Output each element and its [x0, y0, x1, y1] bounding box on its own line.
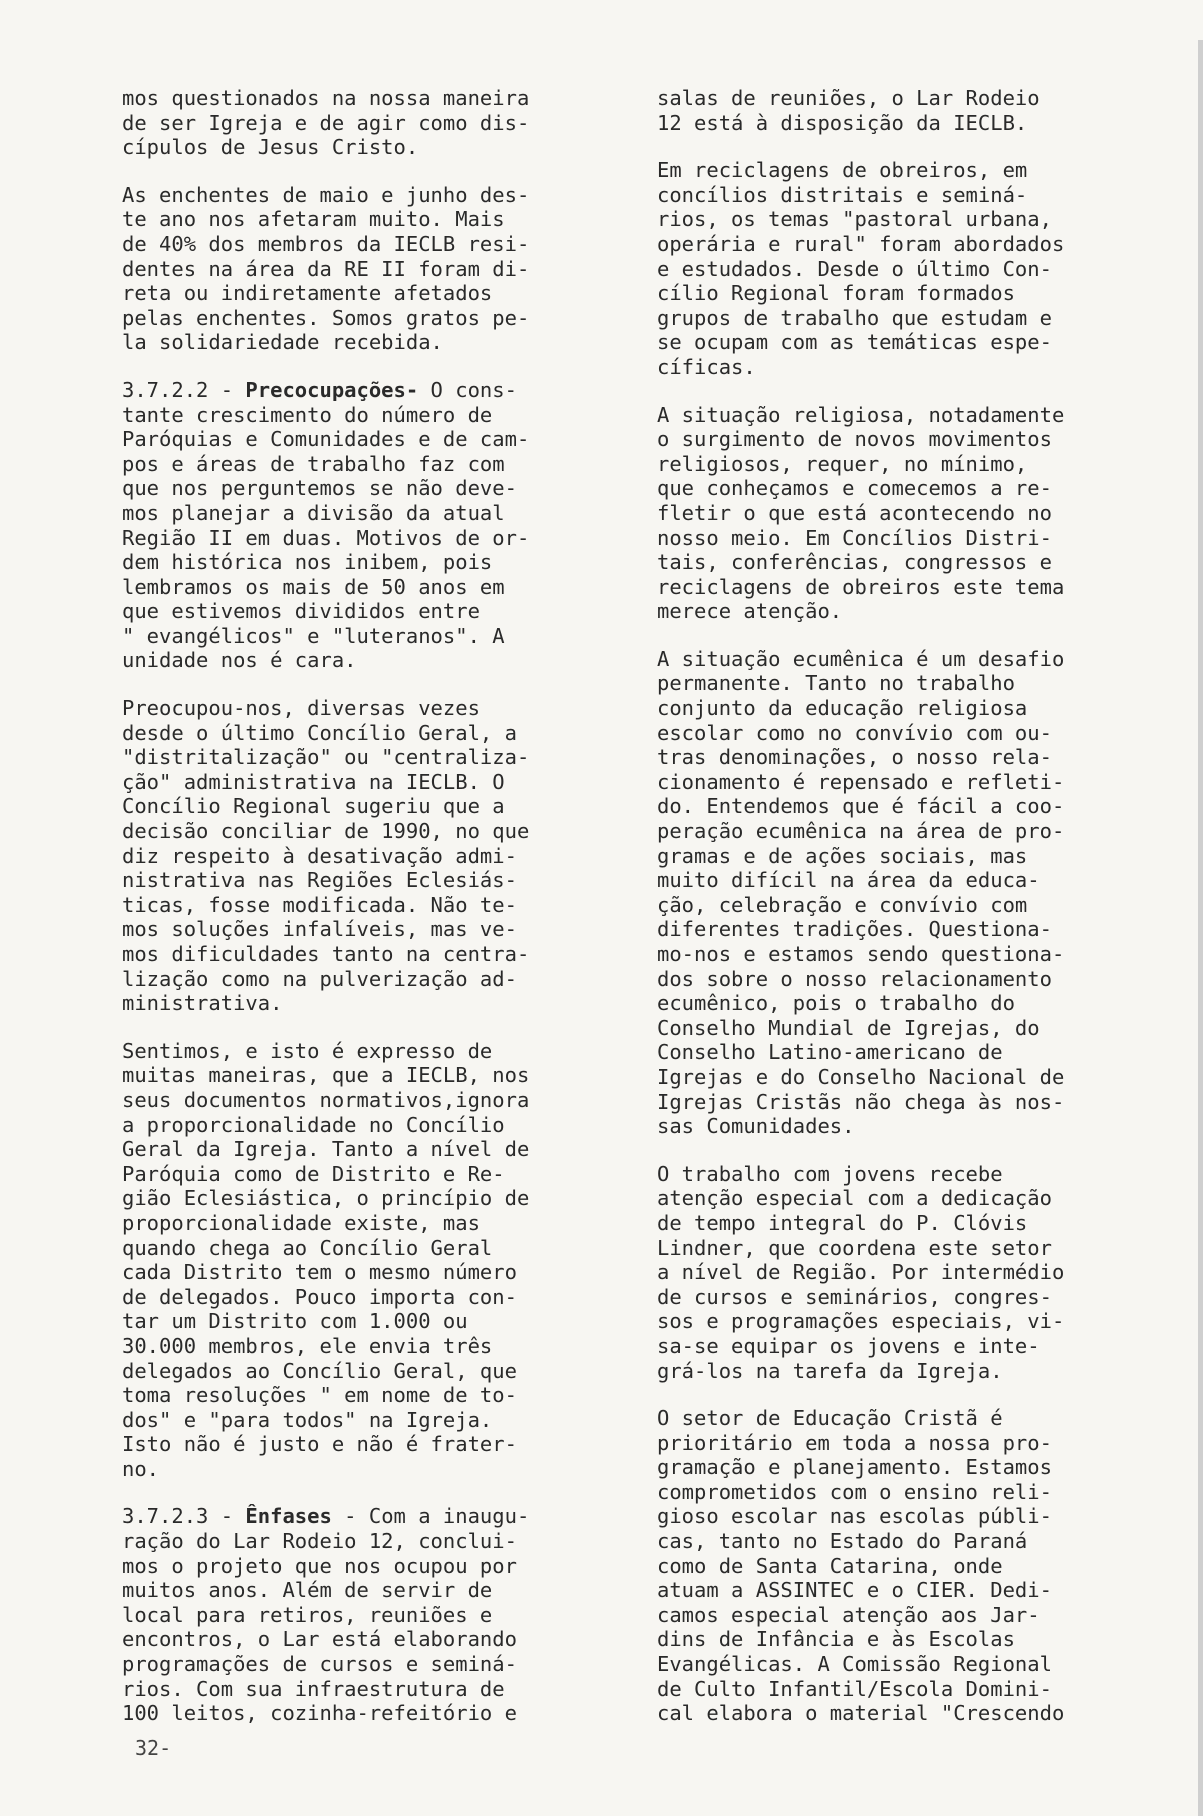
paragraph: Sentimos, e isto é expresso de muitas maneiras, que a IECLB, nos seus documentos normativos,ignora a proporcionalidade no Concílio Geral da Igreja. Tanto a nível de Paróquia como de Distrito e Re- gião Eclesiástica, o princípio de proporcionalidade existe, mas quando chega ao Concílio Geral cada Distrito tem o mesmo número de delegados. Pouco importa con- tar um Distrito com 1.000 ou 30.000 membros, ele envia três delegados ao Concílio Geral, que toma resoluções " em nome de to- dos" e "para todos" na Igreja. Isto não é justo e não é frater- no. [122, 1038, 530, 1481]
paragraph: A situação religiosa, notadamente o surgimento de novos movimentos religiosos, requer, no mínimo, que conheçamos e comecemos a re- fletir o que está acontecendo no nosso meio. Em Concílios Distri- tais, conferências, congressos e reciclagens de obreiros este tema merece atenção. [657, 402, 1065, 624]
section-paragraph-3-7-2-2: 3.7.2.2 - Precocupações- O cons- tante crescimento do número de Paróquias e Comunidades e de cam- pos e áreas de trabalho faz com que nos perguntemos se não deve- mos planejar a divisão da atual Região II em duas. Motivos de or- dem histórica nos inibem, pois lembramos os mais de 50 anos em que estivemos divididos entre " evangélicos" e "luteranos". A unidade nos é cara. [122, 377, 530, 673]
paragraph: As enchentes de maio e junho des- te ano nos afetaram muito. Mais de 40% dos membros da IECLB resi- dentes na área da RE II foram di- reta ou indiretamente afetados pelas enchentes. Somos gratos pe- la solidariedade recebida. [122, 182, 530, 355]
paragraph: O setor de Educação Cristã é prioritário em toda a nossa pro- gramação e planejamento. Estamos comprometidos com o ensino reli- gioso escolar nas escolas públi- cas, tanto no Estado do Paraná como de Santa Catarina, onde atuam a ASSINTEC e o CIER. Dedi- camos especial atenção aos Jar- dins de Infância e às Escolas Evangélicas. A Comissão Regional de Culto Infantil/Escola Domini- cal elabora o material "Crescendo [657, 1406, 1065, 1726]
paragraph: mos questionados na nossa maneira de ser Igreja e de agir como dis- cípulos de Jesus Cristo. [122, 86, 530, 160]
paragraph: Em reciclagens de obreiros, em concílios distritais e seminá- rios, os temas "pastoral urbana, operária e rural" foram abordados e estudados. Desde o último Con- cílio Regional foram formados grupos de trabalho que estudam e se ocupam com as temáticas espe- cíficas. [657, 158, 1065, 379]
paragraph: A situação ecumênica é um desafio permanente. Tanto no trabalho conjunto da educação religiosa escolar como no convívio com ou- tras denominações, o nosso rela- cionamento é repensado e refleti- do. Entendemos que é fácil a coo- peração ecumênica na área de pro- gramas e de ações sociais, mas muito difícil na área da educa- ção, celebração e convívio com diferentes tradições. Questiona- mo-nos e estamos sendo questiona- dos sobre o nosso relacionamento ecumênico, pois o trabalho do Conselho Mundial de Igrejas, do Conselho Latino-americano de Igrejas e do Conselho Nacional de Igrejas Cristãs não chega às nos- sas Comunidades. [657, 646, 1065, 1139]
paragraph: salas de reuniões, o Lar Rodeio 12 está à disposição da IECLB. [657, 86, 1040, 135]
left-column [122, 86, 607, 1749]
section-heading: Precocupações- [245, 377, 419, 402]
page-number: 32- [135, 1736, 172, 1760]
page-edge-shadow [1198, 40, 1203, 1816]
section-number: 3.7.2.2 - [122, 377, 246, 402]
right-column [657, 86, 1142, 1749]
paragraph: Preocupou-nos, diversas vezes desde o último Concílio Geral, a "distritalização" ou "centraliza- ção" administrativa na IECLB. O Concílio Regional sugeriu que a decisão conciliar de 1990, no que diz respeito à desativação admi- nistrativa nas Regiões Eclesiás- ticas, fosse modificada. Não te- mos soluções infalíveis, mas ve- mos dificuldades tanto na centra- lização como na pulverização ad- ministrativa. [122, 696, 530, 1016]
section-heading: Ênfases [245, 1504, 332, 1529]
section-number: 3.7.2.3 - [122, 1504, 246, 1529]
paragraph: O trabalho com jovens recebe atenção especial com a dedicação de tempo integral do P. Clóvis Lindner, que coordena este setor a nível de Região. Por intermédio de cursos e seminários, congres- sos e programações especiais, vi- sa-se equipar os jovens e inte- grá-los na tarefa da Igreja. [657, 1161, 1065, 1383]
section-paragraph-3-7-2-3: 3.7.2.3 - Ênfases - Com a inaugu- ração do Lar Rodeio 12, conclui- mos o projeto que nos ocupou por muitos anos. Além de servir de local para retiros, reuniões e encontros, o Lar está elaborando programações de cursos e seminá- rios. Com sua infraestrutura de 100 leitos, cozinha-refeitório e [122, 1504, 530, 1726]
